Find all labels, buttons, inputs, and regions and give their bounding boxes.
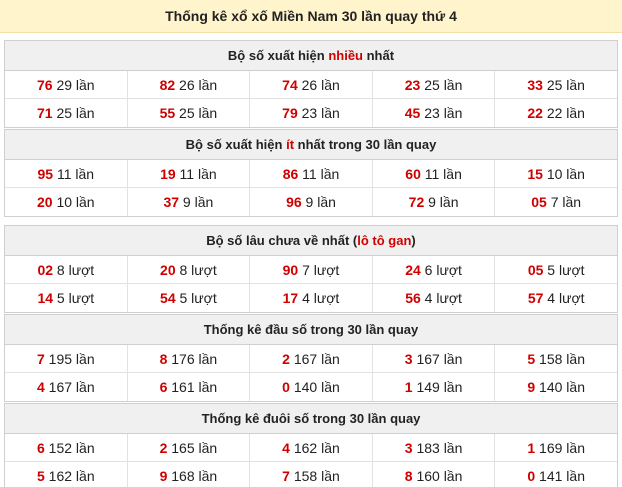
- lottery-number: 5: [527, 351, 536, 367]
- stat-cell: [373, 434, 496, 461]
- lottery-number: 6: [159, 379, 168, 395]
- lottery-number: 9: [159, 468, 168, 484]
- lottery-number: 54: [160, 290, 176, 306]
- lottery-number: 8: [404, 468, 413, 484]
- stat-cell: [250, 160, 373, 187]
- occurrence-count: 4 lượt: [420, 290, 462, 306]
- section-header: [5, 41, 617, 71]
- section-title-suffix: nhất: [363, 48, 395, 63]
- stat-cell: [495, 256, 617, 283]
- lottery-number: 79: [282, 105, 298, 121]
- lottery-number: 74: [282, 77, 298, 93]
- occurrence-count: 167 lần: [412, 351, 463, 367]
- stat-cell: [250, 345, 373, 372]
- stat-cell: [128, 99, 251, 127]
- stat-cell: [373, 256, 496, 283]
- stat-cell: [5, 284, 128, 312]
- stat-cell: [373, 345, 496, 372]
- lottery-number: 1: [527, 440, 536, 456]
- stats-row: [5, 284, 617, 312]
- stat-cell: [5, 99, 128, 127]
- occurrence-count: 168 lần: [167, 468, 218, 484]
- lottery-number: 3: [404, 440, 413, 456]
- occurrence-count: 10 lần: [52, 194, 95, 210]
- lottery-number: 15: [527, 166, 543, 182]
- lottery-number: 55: [159, 105, 176, 121]
- lottery-number: 86: [282, 166, 299, 182]
- lottery-number: 24: [405, 262, 421, 278]
- occurrence-count: 25 lần: [52, 105, 95, 121]
- stat-cell: [373, 462, 496, 487]
- stats-row: [5, 71, 617, 99]
- occurrence-count: 167 lần: [44, 379, 95, 395]
- stat-cell: [373, 373, 496, 401]
- occurrence-count: 26 lần: [297, 77, 340, 93]
- stat-cell: [373, 284, 496, 312]
- lo-to-gan-section: [4, 225, 618, 313]
- lottery-number: 57: [527, 290, 544, 306]
- occurrence-count: 176 lần: [167, 351, 218, 367]
- lottery-number: 96: [286, 194, 302, 210]
- occurrence-count: 7 lượt: [298, 262, 340, 278]
- lottery-number: 19: [160, 166, 176, 182]
- stats-row: [5, 160, 617, 188]
- occurrence-count: 158 lần: [535, 351, 585, 367]
- occurrence-count: 25 lần: [175, 105, 218, 121]
- stat-cell: [5, 462, 128, 487]
- occurrence-count: 169 lần: [535, 440, 585, 456]
- stat-cell: [128, 284, 251, 312]
- stat-cell: [128, 373, 251, 401]
- stat-cell: [495, 462, 617, 487]
- occurrence-count: 161 lần: [167, 379, 218, 395]
- stat-cell: [128, 188, 251, 216]
- occurrence-count: 9 lần: [301, 194, 336, 210]
- lottery-number: 7: [36, 351, 45, 367]
- stat-cell: [250, 71, 373, 98]
- stats-row: [5, 345, 617, 373]
- section-header: [5, 226, 617, 256]
- occurrence-count: 22 lần: [542, 105, 585, 121]
- lottery-number: 1: [404, 379, 413, 395]
- occurrence-count: 25 lần: [420, 77, 463, 93]
- occurrence-count: 7 lần: [546, 194, 582, 210]
- occurrence-count: 165 lần: [167, 440, 218, 456]
- occurrence-count: 25 lần: [542, 77, 585, 93]
- occurrence-count: 5 lượt: [175, 290, 217, 306]
- stat-cell: [250, 188, 373, 216]
- lottery-number: 90: [282, 262, 299, 278]
- occurrence-count: 141 lần: [535, 468, 585, 484]
- section-title-text: Bộ số xuất hiện: [227, 48, 329, 63]
- lottery-number: 3: [404, 351, 413, 367]
- occurrence-count: 6 lượt: [420, 262, 462, 278]
- stat-cell: [495, 345, 617, 372]
- occurrence-count: 195 lần: [44, 351, 95, 367]
- page-title: Thống kê xổ xố Miền Nam 30 lần quay thứ 4: [0, 0, 622, 33]
- lottery-number: 0: [527, 468, 536, 484]
- lottery-number: 72: [408, 194, 425, 210]
- tail-digit-section: [4, 403, 618, 487]
- occurrence-count: 162 lần: [44, 468, 95, 484]
- stats-row: [5, 462, 617, 487]
- lottery-number: 6: [36, 440, 45, 456]
- occurrence-count: 140 lần: [535, 379, 585, 395]
- occurrence-count: 4 lượt: [543, 290, 585, 306]
- stat-cell: [128, 462, 251, 487]
- stat-cell: [250, 256, 373, 283]
- stat-cell: [495, 71, 617, 98]
- lottery-number: 33: [527, 77, 543, 93]
- section-header: [5, 315, 617, 345]
- occurrence-count: 11 lần: [175, 166, 217, 182]
- stat-cell: [250, 99, 373, 127]
- lottery-number: 0: [282, 379, 290, 395]
- lottery-number: 60: [405, 166, 421, 182]
- lottery-number: 37: [163, 194, 180, 210]
- stat-cell: [495, 373, 617, 401]
- lottery-number: 5: [36, 468, 45, 484]
- lottery-number: 20: [36, 194, 53, 210]
- lottery-number: 02: [37, 262, 54, 278]
- section-title-highlight: nhiều: [328, 48, 363, 63]
- occurrence-count: 167 lần: [289, 351, 340, 367]
- occurrence-count: 149 lần: [412, 379, 463, 395]
- stats-row: [5, 434, 617, 462]
- occurrence-count: 10 lần: [542, 166, 585, 182]
- section-title-highlight: lô tô gan: [357, 233, 412, 248]
- occurrence-count: 160 lần: [412, 468, 463, 484]
- lottery-number: 22: [527, 105, 543, 121]
- lottery-number: 14: [37, 290, 54, 306]
- most-frequent-section: [4, 40, 618, 128]
- lottery-number: 76: [36, 77, 53, 93]
- stat-cell: [250, 462, 373, 487]
- lottery-number: 05: [527, 262, 544, 278]
- occurrence-count: 9 lần: [424, 194, 459, 210]
- stat-cell: [250, 434, 373, 461]
- stat-cell: [5, 434, 128, 461]
- occurrence-count: 11 lần: [420, 166, 462, 182]
- occurrence-count: 162 lần: [289, 440, 340, 456]
- least-frequent-section: [4, 129, 618, 217]
- lottery-number: 23: [404, 77, 421, 93]
- lottery-number: 9: [527, 379, 536, 395]
- lottery-number: 17: [282, 290, 299, 306]
- stat-cell: [5, 188, 128, 216]
- section-title-highlight: ít: [286, 137, 295, 152]
- lottery-number: 4: [36, 379, 45, 395]
- stat-cell: [373, 160, 496, 187]
- stats-row: [5, 188, 617, 216]
- occurrence-count: 23 lần: [297, 105, 340, 121]
- stat-cell: [5, 160, 128, 187]
- occurrence-count: 152 lần: [44, 440, 95, 456]
- occurrence-count: 4 lượt: [298, 290, 340, 306]
- stat-cell: [495, 99, 617, 127]
- stat-cell: [5, 256, 128, 283]
- occurrence-count: 5 lượt: [53, 290, 95, 306]
- stats-row: [5, 99, 617, 127]
- occurrence-count: 9 lần: [179, 194, 214, 210]
- stat-cell: [128, 160, 251, 187]
- occurrence-count: 5 lượt: [543, 262, 585, 278]
- occurrence-count: 140 lần: [289, 379, 340, 395]
- section-header: [5, 404, 617, 434]
- occurrence-count: 8 lượt: [53, 262, 95, 278]
- section-title-text: Bộ số lâu chưa về nhất (: [206, 233, 358, 248]
- occurrence-count: 23 lần: [420, 105, 463, 121]
- lottery-number: 8: [159, 351, 168, 367]
- section-header: [5, 130, 617, 160]
- stats-row: [5, 256, 617, 284]
- stat-cell: [5, 345, 128, 372]
- lottery-number: 4: [282, 440, 290, 456]
- occurrence-count: 11 lần: [53, 166, 95, 182]
- section-title-suffix: nhất trong 30 lần quay: [294, 137, 437, 152]
- occurrence-count: 11 lần: [298, 166, 340, 182]
- stat-cell: [495, 160, 617, 187]
- section-title-text: Bộ số xuất hiện: [185, 137, 287, 152]
- stat-cell: [495, 188, 617, 216]
- stat-cell: [250, 284, 373, 312]
- lottery-number: 71: [36, 105, 53, 121]
- stat-cell: [128, 434, 251, 461]
- lottery-number: 7: [282, 468, 290, 484]
- lottery-number: 95: [37, 166, 54, 182]
- lottery-number: 82: [159, 77, 176, 93]
- stat-cell: [5, 71, 128, 98]
- occurrence-count: 158 lần: [289, 468, 340, 484]
- stat-cell: [128, 256, 251, 283]
- stat-cell: [495, 434, 617, 461]
- stats-row: [5, 373, 617, 401]
- occurrence-count: 29 lần: [52, 77, 95, 93]
- lottery-number: 05: [531, 194, 547, 210]
- lottery-number: 45: [404, 105, 421, 121]
- stat-cell: [128, 345, 251, 372]
- lottery-number: 2: [159, 440, 168, 456]
- stat-cell: [373, 99, 496, 127]
- stat-cell: [373, 188, 496, 216]
- stat-cell: [373, 71, 496, 98]
- stat-cell: [495, 284, 617, 312]
- occurrence-count: 8 lượt: [175, 262, 217, 278]
- head-digit-section: [4, 314, 618, 402]
- section-title-text: Thống kê đầu số trong 30 lần quay: [203, 322, 419, 337]
- occurrence-count: 26 lần: [175, 77, 218, 93]
- stat-cell: [250, 373, 373, 401]
- lottery-number: 2: [282, 351, 290, 367]
- section-title-text: Thống kê đuôi số trong 30 lần quay: [201, 411, 421, 426]
- lottery-number: 20: [160, 262, 176, 278]
- stat-cell: [128, 71, 251, 98]
- stat-cell: [5, 373, 128, 401]
- occurrence-count: 183 lần: [412, 440, 463, 456]
- lottery-number: 56: [405, 290, 421, 306]
- section-title-suffix: ): [411, 233, 416, 248]
